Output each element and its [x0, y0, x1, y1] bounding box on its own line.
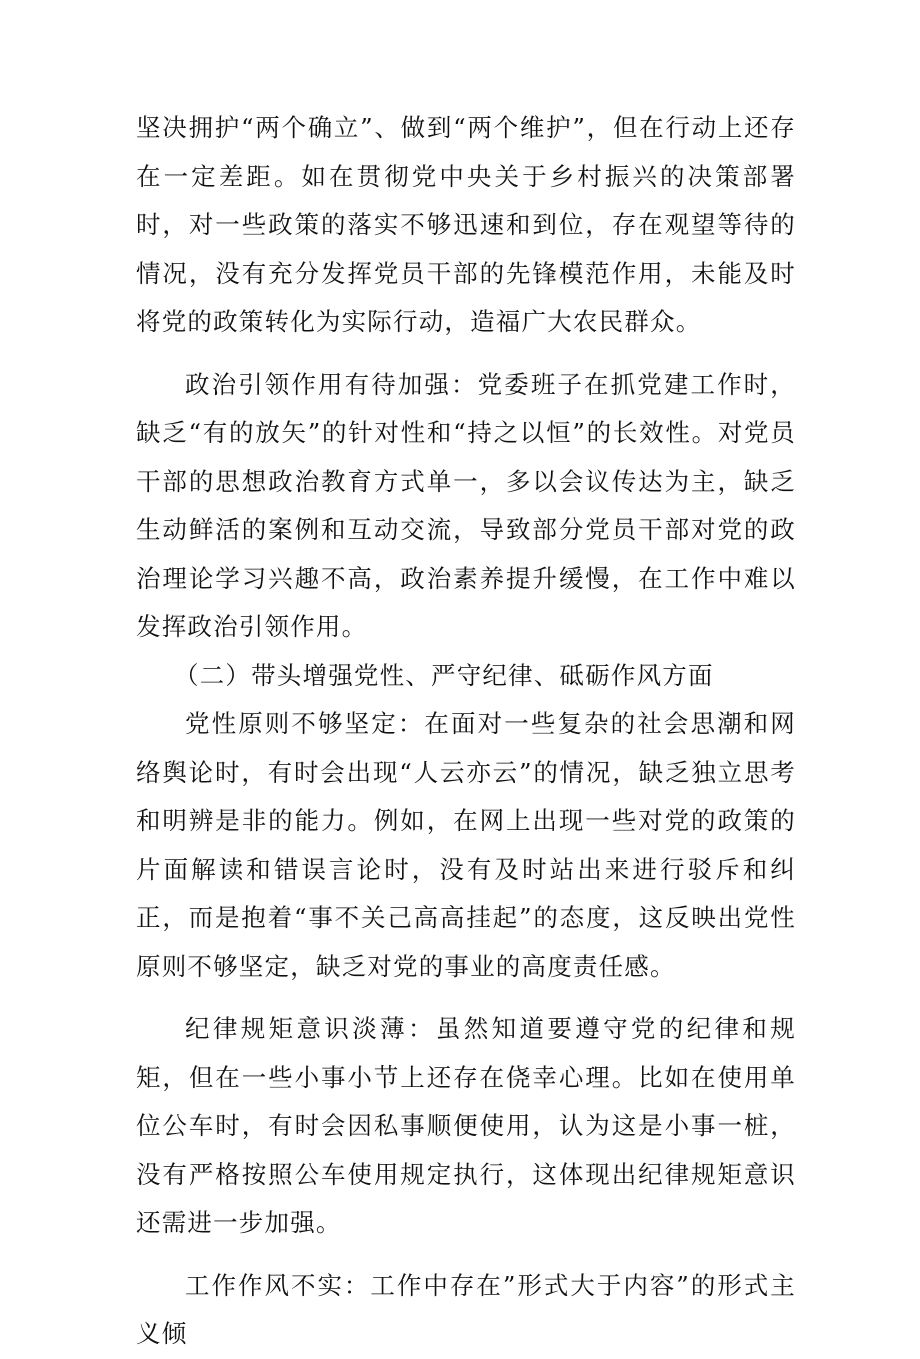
- paragraph-discipline-awareness: 纪律规矩意识淡薄：虽然知道要遵守党的纪律和规矩，但在一些小事小节上还存在侥幸心理。比如在使用单位公车时，有时会因私事顺便使用，认为这是小事一桩，没有严格按照公车使用规定执行，这体现出纪律规矩意识还需进一步加强。: [136, 1014, 796, 1237]
- paragraph-work-style: 工作作风不实：工作中存在”形式大于内容”的形式主义倾: [136, 1270, 796, 1348]
- section-heading: （二）带头增强党性、严守纪律、砥砺作风方面: [174, 660, 714, 690]
- paragraph-political-leadership: 政治引领作用有待加强：党委班子在抓党建工作时，缺乏“有的放矢”的针对性和“持之以恒”的长效性。对党员干部的思想政治教育方式单一，多以会议传达为主，缺乏生动鲜活的案例和互动交流，导致部分党员干部对党的政治理论学习兴趣不高，政治素养提升缓慢，在工作中难以发挥政治引领作用。: [136, 369, 796, 641]
- document-body: [136, 104, 796, 1359]
- paragraph-gap: [136, 1248, 796, 1262]
- paragraph-gap: [136, 347, 796, 361]
- paragraph-political-loyalty: 坚决拥护“两个确立”、做到“两个维护”，但在行动上还存在一定差距。如在贯彻党中央关于乡村振兴的决策部署时，对一些政策的落实不够迅速和到位，存在观望等待的情况，没有充分发挥党员干部的先锋模范作用，未能及时将党的政策转化为实际行动，造福广大农民群众。: [136, 113, 796, 336]
- paragraph-party-principle: 党性原则不够坚定：在面对一些复杂的社会思潮和网络舆论时，有时会出现“人云亦云”的情况，缺乏独立思考和明辨是非的能力。例如，在网上出现一些对党的政策的片面解读和错误言论时，没有及时站出来进行驳斥和纠正，而是抱着“事不关己高高挂起”的态度，这反映出党性原则不够坚定，缺乏对党的事业的高度责任感。: [136, 709, 796, 981]
- paragraph-gap: [136, 991, 796, 1005]
